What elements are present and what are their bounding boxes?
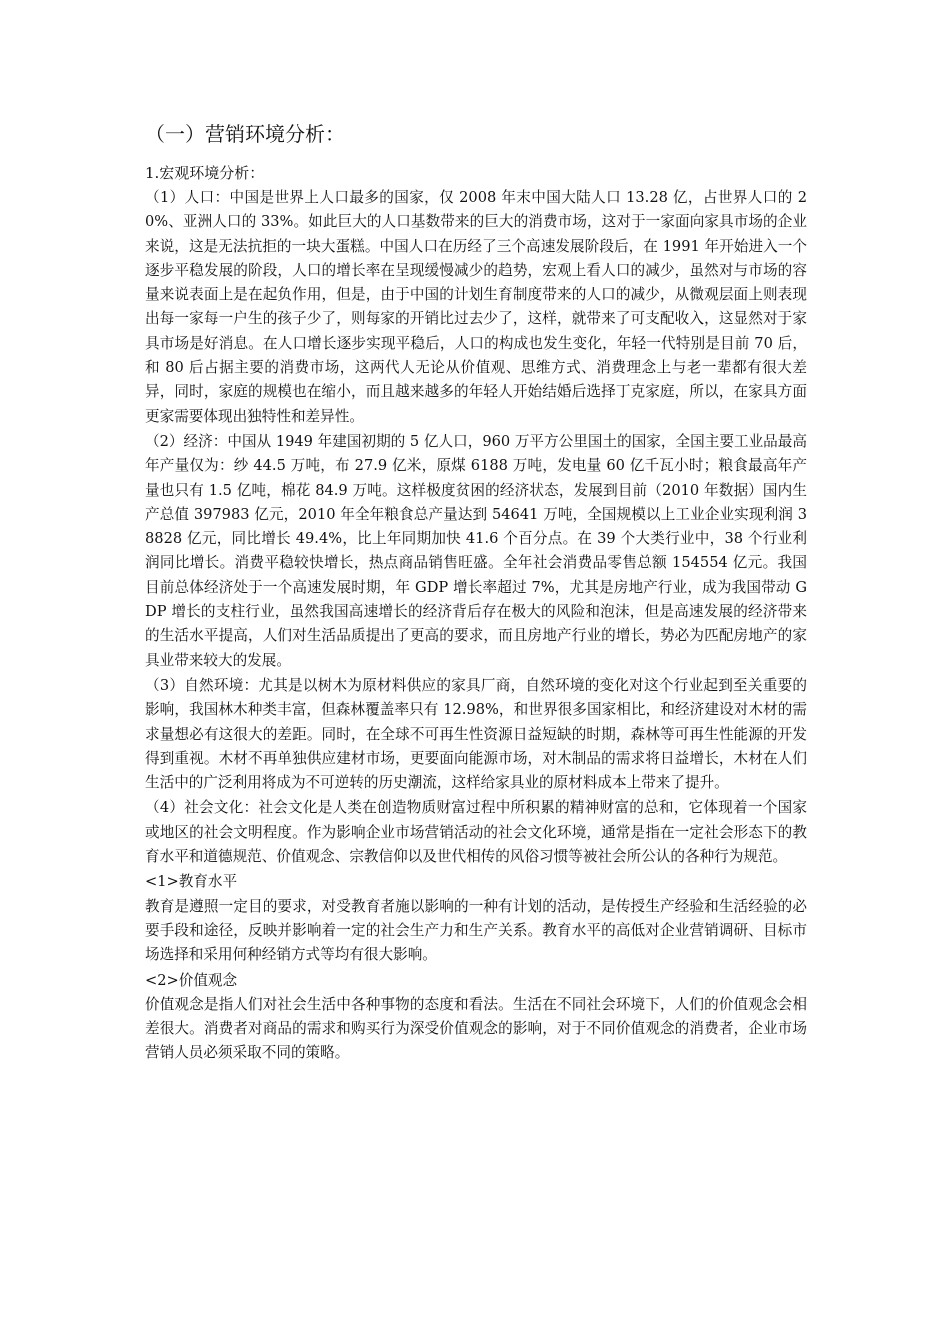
document-heading: （一）营销环境分析： [145, 122, 345, 146]
document-body [145, 120, 807, 1067]
paragraph-economy: （2）经济：中国从 1949 年建国初期的 5 亿人口，960 万平方公里国土的国家，全国主要工业品最高年产量仅为：纱 44.5 万吨，布 27.9 亿米，原煤 6188 万吨，发电量 60 亿千瓦小时；粮食最高年产量也只有 1.5 亿吨，棉花 84.9 万吨。这样极度贫困的经济状态，发展到目前（2010 年数据）国内生产总值 397983 亿元，2010 年全年粮食总产量达到 54641 万吨，全国规模以上工业企业实现利润 38828 亿元，同比增长 49.4%，比上年同期加快 41.6 个百分点。在 39 个大类行业中，38 个行业利润同比增长。消费平稳较快增长，热点商品销售旺盛。全年社会消费品零售总额 154554 亿元。我国目前总体经济处于一个高速发展时期，年 GDP 增长率超过 7%，尤其是房地产行业，成为我国带动 GDP 增长的支柱行业，虽然我国高速增长的经济背后存在极大的风险和泡沫，但是高速发展的经济带来的生活水平提高，人们对生活品质提出了更高的要求，而且房地产行业的增长，势必为匹配房地产的家具业带来较大的发展。 [145, 432, 807, 669]
paragraph-natural-environment: （3）自然环境：尤其是以树木为原材料供应的家具厂商，自然环境的变化对这个行业起到至关重要的影响，我国林木种类丰富，但森林覆盖率只有 12.98%，和世界很多国家相比，和经济建设对木材的需求量想必有这很大的差距。同时，在全球不可再生性资源日益短缺的时期，森林等可再生性能源的开发得到重视。木材不再单独供应建材市场，更要面向能源市场，对木制品的需求将日益增长，木材在人们生活中的广泛利用将成为不可逆转的历史潮流，这样给家具业的原材料成本上带来了提升。 [145, 676, 807, 792]
paragraph-social-culture: （4）社会文化：社会文化是人类在创造物质财富过程中所积累的精神财富的总和，它体现着一个国家或地区的社会文明程度。作为影响企业市场营销活动的社会文化环境，通常是指在一定社会形态下的教育水平和道德规范、价值观念、宗教信仰以及世代相传的风俗习惯等被社会所公认的各种行为规范。 [145, 799, 807, 866]
section-title: 1.宏观环境分析： [145, 164, 265, 182]
paragraph-population: （1）人口：中国是世界上人口最多的国家，仅 2008 年末中国大陆人口 13.28 亿，占世界人口的 20%、亚洲人口的 33%。如此巨大的人口基数带来的巨大的消费市场，这对于一家面向家具市场的企业来说，这是无法抗拒的一块大蛋糕。中国人口在历经了三个高速发展阶段后，在 1991 年开始进入一个逐步平稳发展的阶段，人口的增长率在呈现缓慢减少的趋势，宏观上看人口的减少，虽然对与市场的容量来说表面上是在起负作用，但是，由于中国的计划生育制度带来的人口的减少，从微观层面上则表现出每一家每一户生的孩子少了，则每家的开销比过去少了，这样，就带来了可支配收入，这显然对于家具市场是好消息。在人口增长逐步实现平稳后，人口的构成也发生变化，年轻一代特别是目前 70 后，和 80 后占据主要的消费市场，这两代人无论从价值观、思维方式、消费理念上与老一辈都有很大差异，同时，家庭的规模也在缩小，而且越来越多的年轻人开始结婚后选择丁克家庭，所以，在家具方面更家需要体现出独特性和差异性。 [145, 189, 807, 425]
subsection-title-values: <2>价值观念 [145, 971, 238, 989]
subsection-title-education: <1>教育水平 [145, 873, 238, 891]
paragraph-education: 教育是遵照一定目的要求，对受教育者施以影响的一种有计划的活动，是传授生产经验和生活经验的必要手段和途径，反映并影响着一定的社会生产力和生产关系。教育水平的高低对企业营销调研、目标市场选择和采用何种经销方式等均有很大影响。 [145, 897, 807, 964]
paragraph-values: 价值观念是指人们对社会生活中各种事物的态度和看法。生活在不同社会环境下，人们的价值观念会相差很大。消费者对商品的需求和购买行为深受价值观念的影响，对于不同价值观念的消费者，企业市场营销人员必须采取不同的策略。 [145, 995, 807, 1062]
